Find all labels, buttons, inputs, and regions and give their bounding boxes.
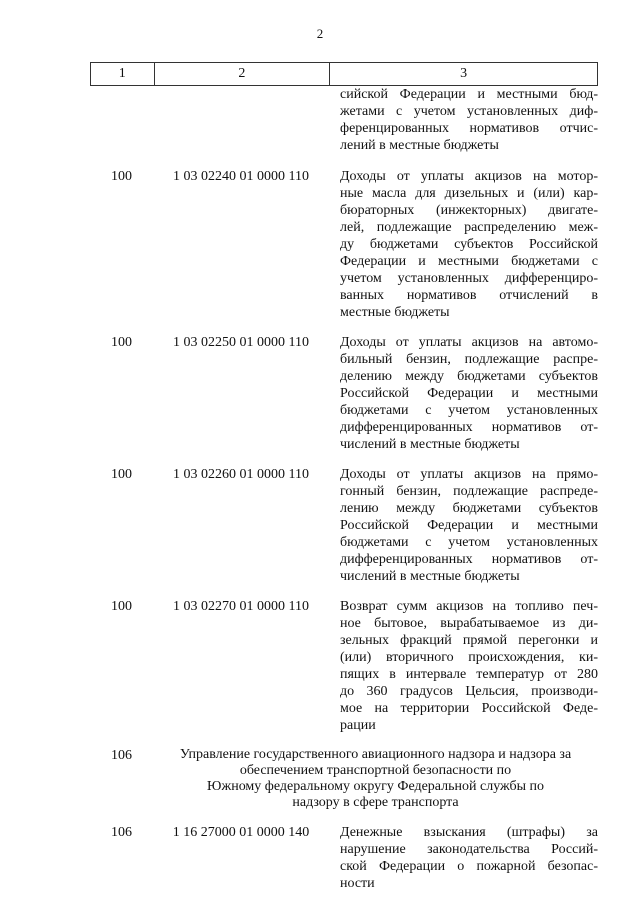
- admin-code-cell: 100: [111, 169, 132, 184]
- description-line: ференцированных нормативов отчис-: [340, 121, 598, 136]
- page-number: 2: [316, 26, 324, 41]
- description-line: гонный бензин, подлежащие распреде-: [340, 484, 598, 499]
- heading-line: обеспечением транспортной безопасности по: [239, 763, 512, 778]
- description-line: числений в местные бюджеты: [340, 569, 520, 584]
- description-line: Федерации и местными бюджетами с: [340, 254, 598, 269]
- description-line: (или) вторичного происхождения, ки-: [340, 650, 598, 665]
- heading-line: Южному федеральному округу Федеральной службы по: [206, 779, 545, 794]
- table-row: [90, 466, 598, 585]
- description-line: пящих в интервале температур от 280: [340, 667, 598, 682]
- description-cell: [340, 168, 598, 321]
- description-line: лений в местные бюджеты: [340, 138, 499, 153]
- description-line: рации: [340, 718, 376, 733]
- income-code-cell: 1 03 02250 01 0000 110: [173, 335, 309, 350]
- description-line: Доходы от уплаты акцизов на прямо-: [340, 467, 598, 482]
- admin-code-cell: 100: [111, 335, 132, 350]
- admin-code-cell: 100: [111, 467, 132, 482]
- description-line: Возврат сумм акцизов на топливо печ-: [340, 599, 598, 614]
- description-cell: [340, 824, 598, 892]
- table-row: [90, 334, 598, 453]
- income-code-cell: [153, 86, 329, 154]
- header-col-3: 3: [330, 63, 598, 86]
- description-line: зельных фракций прямой перегонки и: [340, 633, 598, 648]
- table-row-heading: [90, 747, 598, 811]
- admin-code-cell: 106: [111, 825, 132, 840]
- description-line: Российской Федерации и местными: [340, 386, 598, 401]
- description-cell: [340, 86, 598, 154]
- income-code-cell: 1 16 27000 01 0000 140: [172, 825, 310, 840]
- table-body: [90, 86, 598, 905]
- income-code-cell: 1 03 02270 01 0000 110: [173, 599, 309, 614]
- description-line: Денежные взыскания (штрафы) за: [340, 825, 598, 840]
- description-line: ванных нормативов отчислений в: [340, 288, 598, 303]
- header-col-2: 2: [154, 63, 330, 86]
- administrator-heading: [153, 747, 598, 811]
- description-line: нарушение законодательства Россий-: [340, 842, 598, 857]
- description-line: Российской Федерации и местными: [340, 518, 598, 533]
- description-line: ные масла для дизельных и (или) кар-: [340, 186, 598, 201]
- heading-line: надзору в сфере транспорта: [292, 795, 459, 810]
- description-line: лению между бюджетами субъектов: [340, 501, 598, 516]
- description-line: сийской Федерации и местными бюд-: [340, 87, 598, 102]
- description-line: делению между бюджетами субъектов: [340, 369, 598, 384]
- description-line: мое на территории Российской Феде-: [340, 701, 598, 716]
- description-cell: [340, 466, 598, 585]
- description-line: учетом установленных дифференциро-: [340, 271, 598, 286]
- table-row-continuation: [90, 86, 598, 154]
- description-line: дифференцированных нормативов от-: [340, 420, 598, 435]
- description-line: Доходы от уплаты акцизов на автомо-: [340, 335, 598, 350]
- description-line: бильный бензин, подлежащие распре-: [340, 352, 598, 367]
- description-line: дифференцированных нормативов от-: [340, 552, 598, 567]
- description-line: числений в местные бюджеты: [340, 437, 520, 452]
- header-col-1: 1: [91, 63, 155, 86]
- description-cell: [340, 334, 598, 453]
- admin-code-cell: [90, 86, 153, 154]
- description-line: лей, подлежащие распределению меж-: [340, 220, 598, 235]
- income-code-cell: 1 03 02240 01 0000 110: [173, 169, 309, 184]
- description-line: местные бюджеты: [340, 305, 450, 320]
- description-line: бюраторных (инжекторных) двигате-: [340, 203, 598, 218]
- description-line: ду бюджетами субъектов Российской: [340, 237, 598, 252]
- admin-code-cell: 100: [111, 599, 132, 614]
- description-line: ное бытовое, вырабатываемое из ди-: [340, 616, 598, 631]
- description-line: ской Федерации о пожарной безопас-: [340, 859, 598, 874]
- table-header: [90, 62, 598, 86]
- description-line: до 360 градусов Цельсия, производи-: [340, 684, 598, 699]
- income-code-cell: 1 03 02260 01 0000 110: [173, 467, 309, 482]
- table-row: [90, 168, 598, 321]
- description-line: бюджетами с учетом установленных: [340, 403, 598, 418]
- heading-line: Управление государственного авиационного надзора и надзора за: [179, 747, 572, 762]
- description-cell: [340, 598, 598, 734]
- description-line: ности: [340, 876, 375, 891]
- table-row: [90, 824, 598, 892]
- description-line: Доходы от уплаты акцизов на мотор-: [340, 169, 598, 184]
- admin-code-cell: 106: [111, 748, 132, 763]
- description-line: жетами с учетом установленных диф-: [340, 104, 598, 119]
- description-line: бюджетами с учетом установленных: [340, 535, 598, 550]
- table-row: [90, 598, 598, 734]
